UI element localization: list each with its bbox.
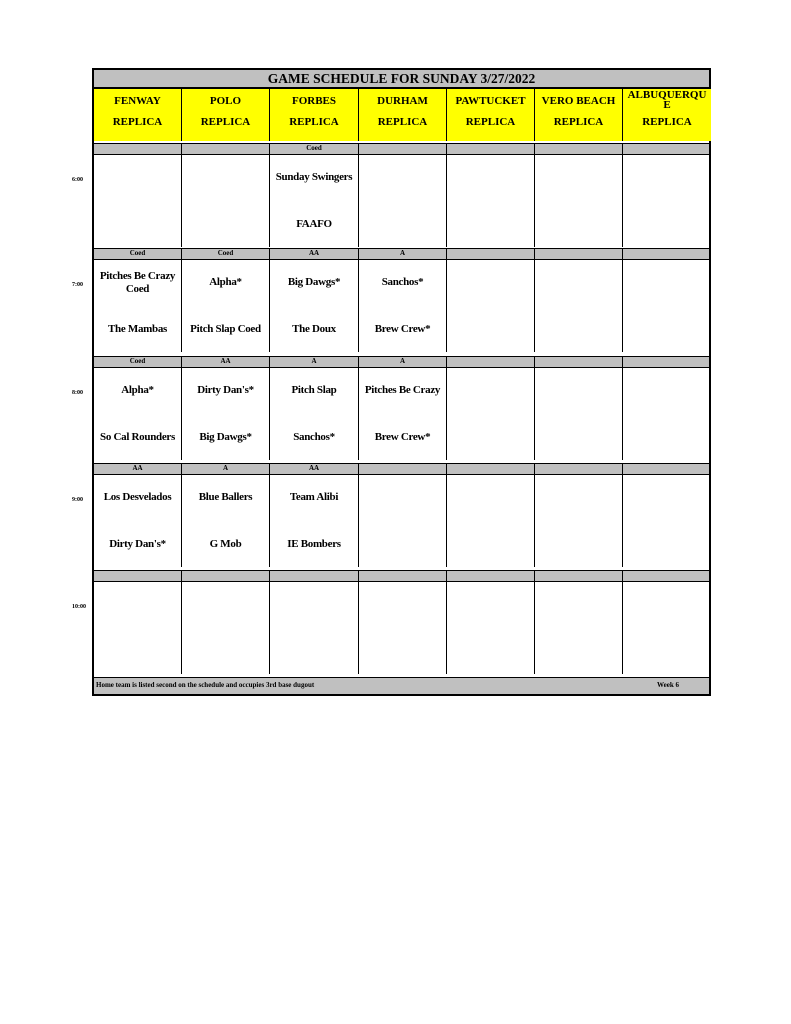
division-label	[535, 144, 623, 154]
away-team: Big Dawgs*	[287, 276, 341, 288]
division-label: AA	[94, 464, 182, 474]
field-subtitle: REPLICA	[112, 116, 163, 128]
division-label: Coed	[94, 249, 182, 259]
division-label: A	[270, 357, 359, 367]
field-subtitle: REPLICA	[553, 116, 604, 128]
division-label: A	[182, 464, 270, 474]
field-name: FORBES	[291, 95, 336, 107]
time-label: 6:00	[72, 177, 83, 183]
away-team: Dirty Dan's*	[197, 384, 254, 396]
division-label	[535, 357, 623, 367]
time-slot-row	[94, 368, 709, 460]
footer-bar	[94, 677, 709, 694]
division-band	[94, 463, 709, 475]
away-team: Blue Ballers	[198, 491, 253, 503]
game-cell	[535, 582, 623, 674]
schedule-sheet	[92, 68, 711, 696]
division-band	[94, 143, 709, 155]
home-team: So Cal Rounders	[100, 431, 175, 443]
game-cell	[182, 582, 270, 674]
division-label	[447, 571, 535, 581]
time-slot-row	[94, 475, 709, 567]
game-cell	[623, 582, 711, 674]
game-cell	[182, 475, 270, 567]
time-label: 8:00	[72, 390, 83, 396]
game-cell	[447, 155, 535, 247]
home-team: IE Bombers	[287, 538, 341, 550]
game-cell	[623, 155, 711, 247]
division-label: Coed	[94, 357, 182, 367]
division-label	[623, 144, 711, 154]
game-cell	[94, 368, 182, 460]
home-team: Sanchos*	[293, 431, 335, 443]
away-team: Alpha*	[121, 384, 154, 396]
division-label	[182, 144, 270, 154]
field-name: PAWTUCKET	[455, 95, 526, 107]
time-slot-row	[94, 582, 709, 674]
division-label: AA	[270, 464, 359, 474]
home-team: The Doux	[292, 323, 336, 335]
field-name: FENWAY	[114, 95, 161, 107]
away-team: Team Alibi	[289, 491, 339, 503]
game-cell	[535, 155, 623, 247]
division-label: A	[359, 249, 447, 259]
game-cell	[623, 368, 711, 460]
division-label	[182, 571, 270, 581]
game-cell	[359, 475, 447, 567]
division-label: AA	[182, 357, 270, 367]
game-cell	[182, 368, 270, 460]
division-label	[447, 357, 535, 367]
game-cell	[623, 475, 711, 567]
field-header-3	[359, 89, 447, 141]
game-cell	[359, 368, 447, 460]
division-label	[623, 571, 711, 581]
game-cell	[359, 260, 447, 352]
division-label	[94, 571, 182, 581]
home-team: Dirty Dan's*	[109, 538, 166, 550]
game-cell	[359, 155, 447, 247]
game-cell	[270, 368, 359, 460]
field-subtitle: REPLICA	[200, 116, 251, 128]
game-cell	[94, 260, 182, 352]
field-header-0	[94, 89, 182, 141]
division-label	[535, 249, 623, 259]
field-name: DURHAM	[377, 95, 428, 107]
game-cell	[623, 260, 711, 352]
schedule-title: GAME SCHEDULE FOR SUNDAY 3/27/2022	[94, 70, 709, 89]
division-label	[359, 144, 447, 154]
division-label	[359, 571, 447, 581]
game-cell	[535, 475, 623, 567]
away-team: Sunday Swingers	[275, 171, 353, 183]
field-subtitle: REPLICA	[289, 116, 339, 128]
division-label	[94, 144, 182, 154]
game-cell	[535, 368, 623, 460]
home-team: Brew Crew*	[374, 323, 431, 335]
division-label	[623, 249, 711, 259]
field-header-4	[447, 89, 535, 141]
division-label	[359, 464, 447, 474]
time-label: 7:00	[72, 282, 83, 288]
game-cell	[270, 260, 359, 352]
home-team: Big Dawgs*	[199, 431, 252, 443]
week-label: Week 6	[657, 681, 679, 689]
division-band	[94, 248, 709, 260]
division-band	[94, 570, 709, 582]
field-name: ALBUQUERQUE	[627, 89, 707, 111]
game-cell	[270, 155, 359, 247]
footer-note: Home team is listed second on the schedule and occupies 3rd base dugout	[96, 681, 315, 689]
game-cell	[535, 260, 623, 352]
division-label	[447, 144, 535, 154]
time-label: 10:00	[72, 604, 86, 610]
game-cell	[182, 155, 270, 247]
division-label: AA	[270, 249, 359, 259]
away-team: Alpha*	[209, 276, 242, 288]
game-cell	[359, 582, 447, 674]
away-team: Pitches Be Crazy	[364, 384, 441, 396]
division-label	[623, 357, 711, 367]
field-header-1	[182, 89, 270, 141]
away-team: Pitches Be Crazy Coed	[99, 270, 176, 295]
game-cell	[447, 260, 535, 352]
division-label	[623, 464, 711, 474]
time-label: 9:00	[72, 497, 83, 503]
time-slot-row	[94, 260, 709, 352]
home-team: Brew Crew*	[374, 431, 431, 443]
away-team: Pitch Slap	[291, 384, 337, 396]
division-label	[270, 571, 359, 581]
division-band	[94, 356, 709, 368]
game-cell	[94, 475, 182, 567]
game-cell	[270, 582, 359, 674]
away-team: Sanchos*	[381, 276, 424, 288]
division-label: Coed	[270, 144, 359, 154]
game-cell	[447, 475, 535, 567]
game-cell	[447, 368, 535, 460]
field-subtitle: REPLICA	[377, 116, 428, 128]
division-label	[447, 249, 535, 259]
field-subtitle: REPLICA	[465, 116, 516, 128]
home-team: G Mob	[209, 538, 242, 550]
division-label	[447, 464, 535, 474]
game-cell	[447, 582, 535, 674]
game-cell	[270, 475, 359, 567]
field-header-row	[94, 89, 709, 141]
field-header-6	[623, 89, 711, 141]
field-name: VERO BEACH	[541, 95, 616, 107]
field-header-5	[535, 89, 623, 141]
home-team: Pitch Slap Coed	[190, 323, 261, 335]
game-cell	[94, 155, 182, 247]
time-slot-row	[94, 155, 709, 247]
division-label: A	[359, 357, 447, 367]
game-cell	[182, 260, 270, 352]
division-label	[535, 464, 623, 474]
division-label	[535, 571, 623, 581]
division-label: Coed	[182, 249, 270, 259]
away-team: Los Desvelados	[103, 491, 172, 503]
home-team: The Mambas	[107, 323, 168, 335]
game-cell	[94, 582, 182, 674]
home-team: FAAFO	[296, 218, 332, 230]
field-name: POLO	[209, 95, 242, 107]
field-subtitle: REPLICA	[642, 116, 692, 128]
field-header-2	[270, 89, 359, 141]
